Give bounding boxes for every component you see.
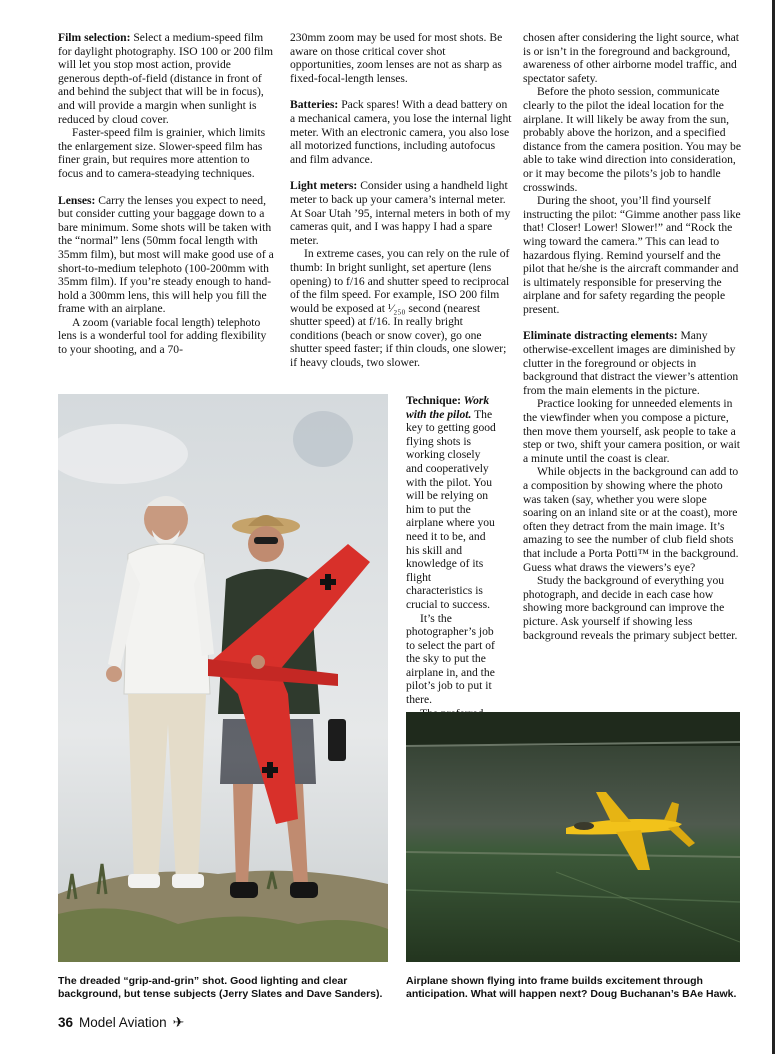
photo-bae-hawk <box>406 712 740 962</box>
paragraph-light-meters <box>290 179 512 247</box>
heading-light-meters: Light meters: <box>290 179 358 193</box>
photo-grip-and-grin-illustration <box>58 394 388 962</box>
paragraph-background-objects: While objects in the background can add to a composition by showing where the photo was taken (say, whether you were slope soaring on an inland site or at the coast), more often they detract from the main image. It’s amazing to see the number of club field shots that include a Porta Potti™ in the background. Guess what draws the viewers’s eye? <box>523 465 739 574</box>
text-film-selection: Select a medium-speed film for daylight photography. ISO 100 or 200 film will let you stop most action, provide generous depth-of-field (distance in front of and behind the subject that will be in focus), and will provide a margin when sunlight is reduced by cloud cover. <box>58 31 273 126</box>
caption-photo-2: Airplane shown flying into frame builds excitement through anticipation. What will happen next? Doug Buchanan’s BAe Hawk. <box>406 975 737 1000</box>
text-eliminate: Many otherwise-excellent images are diminished by clutter in the foreground or objects in background that distract the viewer’s attention from the main elements in the picture. <box>523 329 739 397</box>
paragraph-zoom-continued: 230mm zoom may be used for most shots. Be aware on those critical cover shot opportunities, zoom lenses are not as sharp as fixed-focal-length lenses. <box>290 31 503 85</box>
paragraph-film-selection <box>58 31 275 126</box>
text-light-meters: Consider using a handheld light meter to back up your camera’s internal meter. At Soar Utah ’95, internal meters in both of my cameras quit, and I was happy I had a spare meter. <box>290 179 511 247</box>
heading-lenses: Lenses: <box>58 193 96 207</box>
text-batteries: Pack spares! With a dead battery on a mechanical camera, you lose the internal light meter. With an electronic camera, you also lose all motorized functions, including autofocus and film advance. <box>290 98 512 166</box>
paragraph-photo-session: Before the photo session, communicate clearly to the pilot the ideal location for the airplane. It will likely be away from the sun, probably above the horizon, and a specified distance from the camera position. You may be able to take wind direction into consideration, or it may become the pilots’s job to handle crosswinds. <box>523 85 741 194</box>
heading-technique-italic: Work with the pilot. <box>406 394 490 421</box>
column-2 <box>290 31 512 370</box>
page-footer <box>58 1014 184 1031</box>
magazine-title: Model Aviation <box>79 1015 167 1030</box>
paragraph-practice: Practice looking for unneeded elements in the viewfinder when you compose a picture, then move them yourself, ask people to take a step or two, shift your camera position, or wait a minute until the coast is clear. <box>523 397 741 465</box>
column-3 <box>523 31 743 642</box>
text-technique: The key to getting good flying shots is working closely and cooperatively with the pilot. You will be relying on him to put the airplane where you need it to be, and his skill and knowledge of its flight characteristics is crucial to success. <box>406 407 496 611</box>
heading-technique: Technique: <box>406 394 461 407</box>
paragraph-batteries <box>290 98 512 166</box>
paragraph-zoom: A zoom (variable focal length) telephoto lens is a wonderful tool for adding flexibility to your shooting, and a 70- <box>58 315 267 357</box>
paragraph-during-shoot: During the shoot, you’ll find yourself instructing the pilot: “Gimme another pass like that! Closer! Lower! Slower!” and “Rock the wing toward the camera.” This can lead to hazardous flying. Remind yourself and the pilot that he/she is the aircraft commander and is ultimately responsible for preserving the airplane and for safety regarding the people present. <box>523 194 741 316</box>
paragraph-film-speed: Faster-speed film is grainier, which limits the enlargement size. Slower-speed film has finer grain, but requires more attention to focus and to camera-steadying techniques. <box>58 126 266 180</box>
paragraph-photographer-job: It’s the photographer’s job to select the part of the sky to put the airplane in, and the pilot’s job to put it there. <box>406 611 495 707</box>
heading-film-selection: Film selection: <box>58 31 131 44</box>
page-number: 36 <box>58 1015 74 1030</box>
paragraph-location-continued: chosen after considering the light source, what is or isn’t in the foreground and background, awareness of other airborne model traffic, and spectator safety. <box>523 31 740 85</box>
paragraph-lenses <box>58 194 275 316</box>
paragraph-rule-of-thumb: In extreme cases, you can rely on the rule of thumb: In bright sunlight, set aperture (lens opening) to f/16 and shutter speed to reciprocal of the film speed. For example, ISO 200 film would be exposed at ¹⁄₂₅₀ second (nearest shutter speed) at f/16. In really bright conditions (beach or snow cover), go one shutter speed faster; if thin clouds, one slower; if heavy clouds, two slower. <box>290 247 510 370</box>
paragraph-study-background: Study the background of everything you photograph, and decide in each case how showing more background can improve the picture. Ask yourself if showing less background reveals the primary subject better. <box>523 574 738 642</box>
text-lenses: Carry the lenses you expect to need, but consider cutting your baggage down to a bare minimum. Some shots will be taken with the “normal” lens (50mm focal length with 35mm film), but most will make good use of a short-to-medium telephoto (100-200mm with 35mm film). If you’re steady enough to hand-hold a 300mm lens, this will help you fill the frame with an airplane. <box>58 193 274 316</box>
paragraph-eliminate <box>523 329 743 397</box>
photo-grip-and-grin <box>58 394 388 962</box>
heading-batteries: Batteries: <box>290 98 339 112</box>
photo-bae-hawk-illustration <box>406 712 740 962</box>
column-1 <box>58 31 275 357</box>
column-4 <box>406 394 498 734</box>
heading-eliminate: Eliminate distracting elements: <box>523 329 678 343</box>
paragraph-technique <box>406 394 498 612</box>
caption-photo-1: The dreaded “grip-and-grin” shot. Good lighting and clear background, but tense subjects (Jerry Slates and Dave Sanders). <box>58 975 383 1000</box>
airplane-icon: ✈ <box>172 1014 185 1030</box>
